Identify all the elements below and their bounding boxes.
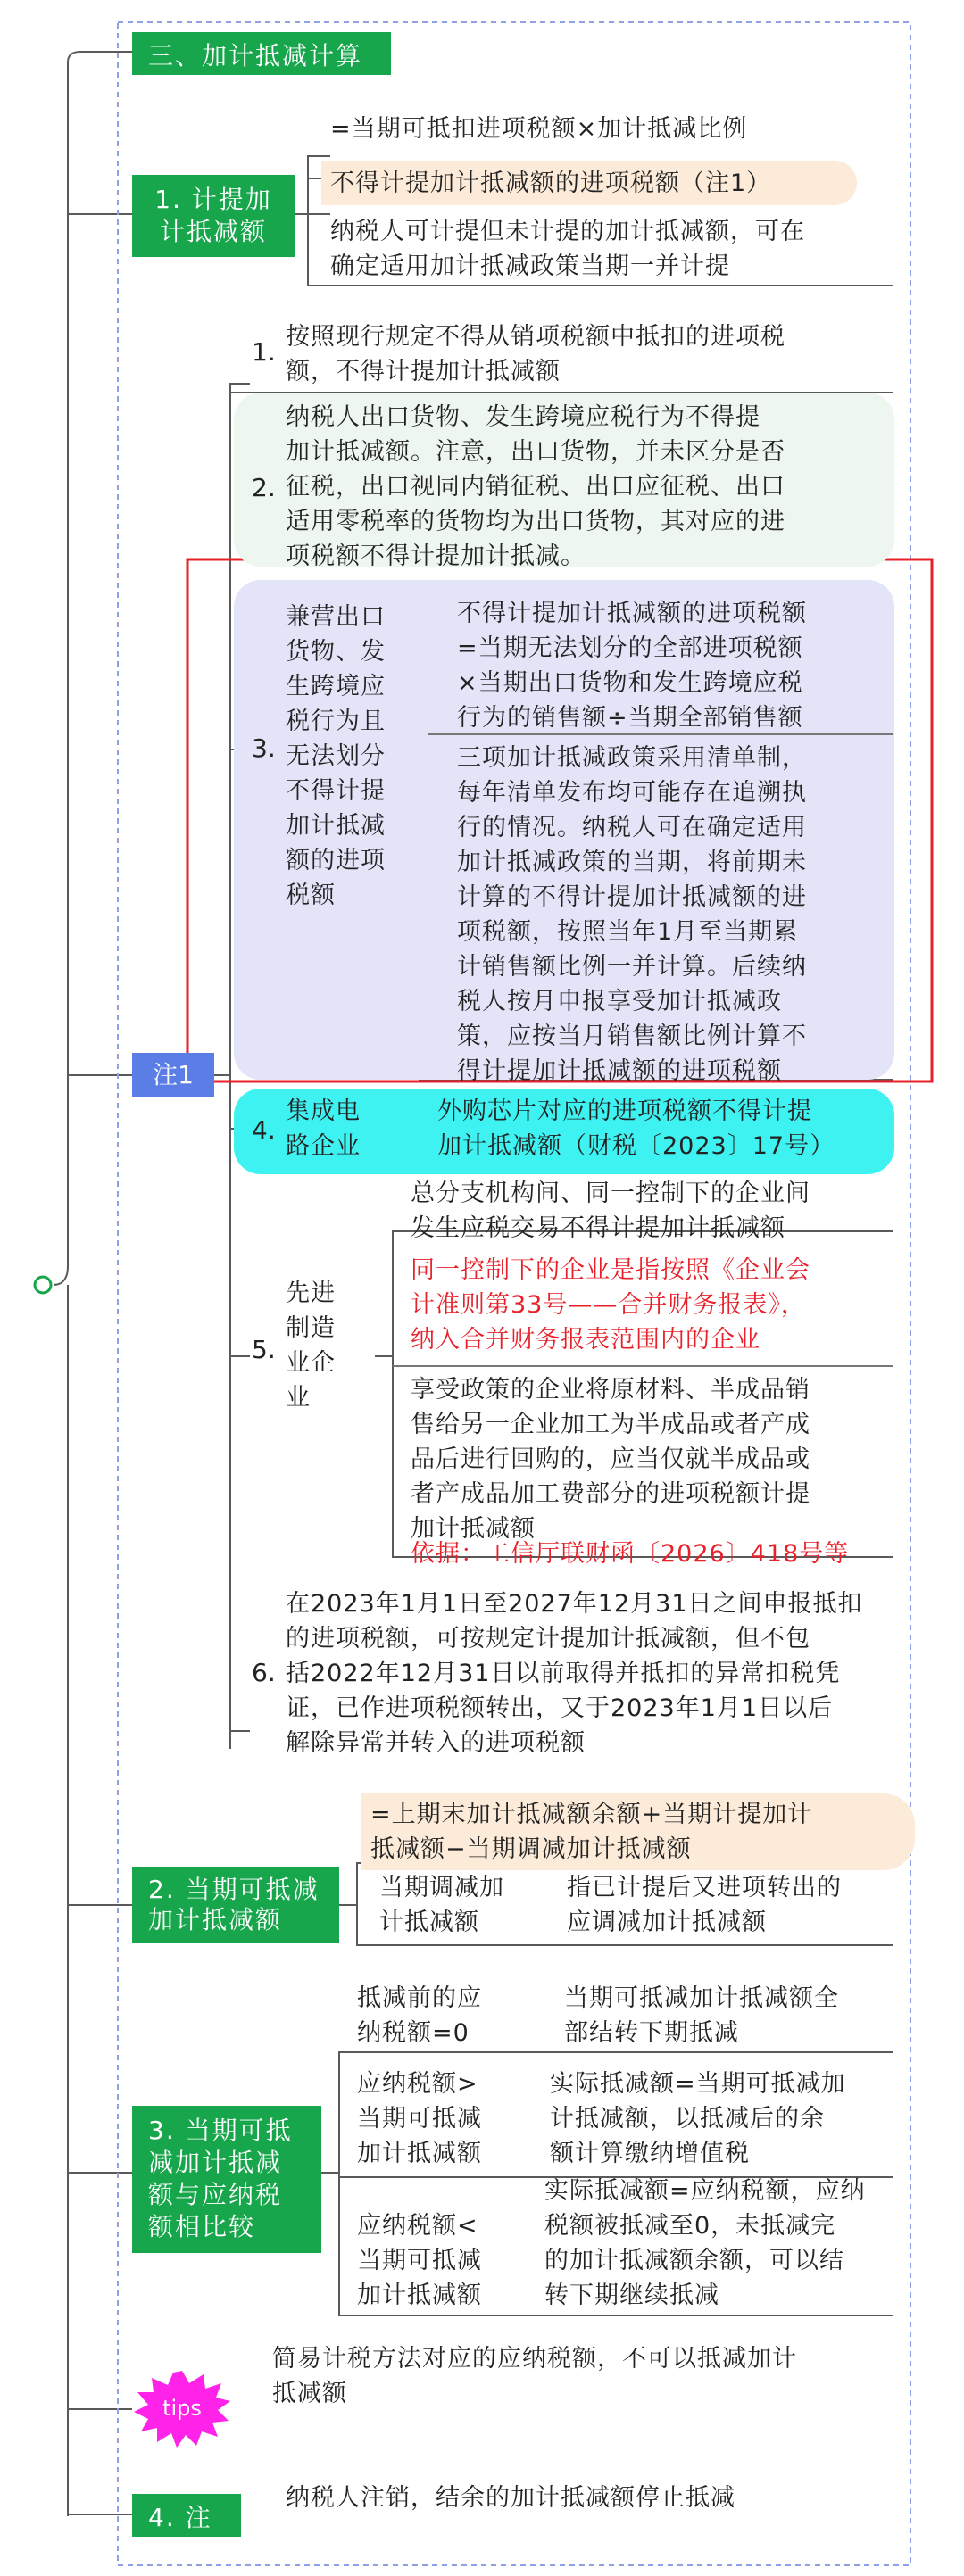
tips-burst-icon[interactable] <box>132 2369 232 2449</box>
c6-line: 括2022年12月31日以前取得并抵扣的异常扣税凭 <box>286 1660 841 1687</box>
c5-p3-line: 品后进行回购的，应当仅就半成品或 <box>411 1445 810 1473</box>
node-deregister[interactable]: 4. 注销 <box>132 2494 241 2537</box>
c5-p1-line: 总分支机构间、同一控制下的企业间 <box>411 1180 810 1207</box>
node-compare-line: 3. 当期可抵 <box>148 2116 293 2145</box>
case3-cond-line: 应纳税额< <box>357 2212 478 2240</box>
c1-text <box>286 319 893 389</box>
c5-p3-line: 者产成品加工费部分的进项税额计提 <box>411 1480 810 1508</box>
case3-result <box>544 2174 902 2313</box>
n4-text: 纳税人注销，结余的加计抵减额停止抵减 <box>286 2484 735 2512</box>
case3-cond-line: 加计抵减额 <box>357 2282 482 2309</box>
c3-label-line: 加计抵减 <box>286 812 386 840</box>
c5-p2-line: 计准则第33号——合并财务报表》， <box>411 1291 806 1319</box>
c5-label <box>286 1276 366 1415</box>
case1-cond-line: 纳税额=0 <box>357 2019 470 2047</box>
c5-p2-line: 纳入合并财务报表范围内的企业 <box>411 1326 760 1354</box>
c5-basis: 依据：工信厅联财函〔2026〕418号等 <box>411 1540 850 1568</box>
c5-p1 <box>411 1176 893 1246</box>
c3-formula-line: 不得计提加计抵减额的进项税额 <box>457 600 807 627</box>
c3-note-line: 三项加计抵减政策采用清单制， <box>457 744 807 772</box>
case3-cond <box>357 2208 527 2313</box>
c3-label-line: 无法划分 <box>286 742 386 770</box>
c1-line1: 按照现行规定不得从销项税额中抵扣的进项税 <box>286 323 785 351</box>
case2-cond <box>357 2067 527 2171</box>
c2-line: 纳税人出口货物、发生跨境应税行为不得提 <box>286 403 760 431</box>
c5-p1-line: 发生应税交易不得计提加计抵减额 <box>411 1214 785 1242</box>
n2-adjust-label <box>379 1870 540 1940</box>
c2-line: 项税额不得计提加计抵减。 <box>286 543 586 570</box>
n2-adjust-desc-line2: 应调减加计抵减额 <box>567 1909 767 1936</box>
c5-number: 5. <box>252 1335 276 1364</box>
case2-result-line: 实际抵减额=当期可抵减加 <box>550 2070 846 2098</box>
c5-divider <box>393 1365 893 1367</box>
case1-cond-line: 抵减前的应 <box>357 1984 482 2012</box>
n2-formula-line2: 抵减额−当期调减加计抵减额 <box>370 1835 692 1863</box>
node-compare-line: 额与应纳税 <box>148 2180 283 2209</box>
c3-label-line: 额的进项 <box>286 847 386 874</box>
c3-label-line: 税行为且 <box>286 708 386 735</box>
n2-adjust-desc-line1: 指已计提后又进项转出的 <box>567 1874 842 1901</box>
case2-cond-line: 应纳税额> <box>357 2070 478 2098</box>
c5-label-line: 业企 <box>286 1349 336 1377</box>
c5-label-line: 制造 <box>286 1314 336 1342</box>
c5-p3-line: 享受政策的企业将原材料、半成品销 <box>411 1376 810 1404</box>
section-title[interactable]: 三、加计抵减计算 <box>132 32 391 75</box>
n1-formula: =当期可抵扣进项税额×加计抵减比例 <box>330 115 748 143</box>
c3-note-line: 计算的不得计提加计抵减额的进 <box>457 883 807 911</box>
node-compare-line: 额相比较 <box>148 2212 256 2241</box>
c3-label <box>286 600 420 913</box>
n1-catchup-line1: 纳税人可计提但未计提的加计抵减额，可在 <box>330 218 805 245</box>
c3-note-line: 税人按月申报享受加计抵减政 <box>457 988 782 1015</box>
tips-text <box>272 2341 897 2411</box>
case2-cond-line: 当期可抵减 <box>357 2105 482 2133</box>
case1-result-line: 部结转下期抵减 <box>564 2019 739 2047</box>
c6-text <box>286 1586 893 1760</box>
c3-label-line: 不得计提 <box>286 777 386 805</box>
c5-p3 <box>411 1372 893 1546</box>
case1-cond <box>357 1981 527 2050</box>
n2-formula-line1: =上期末加计抵减额余额+当期计提加计 <box>370 1801 813 1828</box>
c4-label <box>286 1094 420 1164</box>
node-current-deductible[interactable] <box>132 1867 339 1943</box>
c3-note-line: 计销售额比例一并计算。后续纳 <box>457 953 807 981</box>
node-compare-line: 减加计抵减 <box>148 2148 283 2177</box>
c5-p2 <box>411 1253 893 1357</box>
n2-adjust-label-line2: 计抵减额 <box>379 1909 479 1936</box>
case3-result-line: 的加计抵减额余额，可以结 <box>544 2247 844 2274</box>
c3-note-line: 每年清单发布均可能存在追溯执 <box>457 779 807 807</box>
case3-result-line: 实际抵减额=应纳税额，应纳 <box>544 2177 866 2205</box>
c5-p3-line: 售给另一企业加工为半成品或者产成 <box>411 1411 810 1438</box>
c2-line: 加计抵减额。注意，出口货物，并未区分是否 <box>286 438 785 466</box>
case2-cond-line: 加计抵减额 <box>357 2140 482 2167</box>
c3-label-line: 兼营出口 <box>286 603 386 631</box>
c6-line: 的进项税额，可按规定计提加计抵减额，但不包 <box>286 1625 810 1652</box>
node-calc-accrual-line1: 1. 计提加 <box>154 185 272 214</box>
c4-label-line2: 路企业 <box>286 1132 361 1160</box>
c4-text-line2: 加计抵减额（财税〔2023〕17号） <box>437 1132 835 1160</box>
c3-formula-line: =当期无法划分的全部进项税额 <box>457 634 803 662</box>
case2-result <box>550 2067 898 2171</box>
c2-text <box>286 400 893 574</box>
n1-catchup-line2: 确定适用加计抵减政策当期一并计提 <box>330 253 730 280</box>
c5-p2-line: 同一控制下的企业是指按照《企业会 <box>411 1256 810 1284</box>
c4-label-line1: 集成电 <box>286 1097 361 1125</box>
n1-catchup <box>330 214 884 284</box>
tips-text-line2: 抵减额 <box>272 2380 347 2407</box>
c3-label-line: 税额 <box>286 882 336 909</box>
c2-line: 适用零税率的货物均为出口货物，其对应的进 <box>286 508 785 535</box>
c3-note-line: 加计抵减政策的当期，将前期未 <box>457 849 807 876</box>
c4-number: 4. <box>252 1115 276 1145</box>
n2-adjust-label-line1: 当期调减加 <box>379 1874 504 1901</box>
node-calc-accrual[interactable] <box>132 175 295 257</box>
case3-result-line: 税额被抵减至0，未抵减完 <box>544 2212 836 2240</box>
case2-result-line: 额计算缴纳增值税 <box>550 2140 750 2167</box>
c3-divider <box>428 733 893 735</box>
c3-note-line: 得计提加计抵减额的进项税额 <box>457 1057 782 1085</box>
c6-line: 解除异常并转入的进项税额 <box>286 1729 586 1757</box>
c6-line: 在2023年1月1日至2027年12月31日之间申报抵扣 <box>286 1590 863 1618</box>
c3-note-line: 行的情况。纳税人可在确定适用 <box>457 814 807 841</box>
c2-number: 2. <box>252 473 276 502</box>
c3-label-line: 货物、发 <box>286 638 386 666</box>
c3-number: 3. <box>252 733 276 763</box>
c3-note-line: 项税额，按照当年1月至当期累 <box>457 918 799 946</box>
c3-note <box>457 741 885 1089</box>
case1-result <box>564 1981 903 2050</box>
case1-result-line: 当期可抵减加计抵减额全 <box>564 1984 839 2012</box>
n1-exclusion: 不得计提加计抵减额的进项税额（注1） <box>321 161 857 205</box>
case2-result-line: 计抵减额，以抵减后的余 <box>550 2105 825 2133</box>
n2-formula <box>362 1793 915 1870</box>
c3-formula-line: 行为的销售额÷当期全部销售额 <box>457 704 803 732</box>
case3-cond-line: 当期可抵减 <box>357 2247 482 2274</box>
c5-p3-line: 加计抵减额 <box>411 1515 536 1543</box>
c4-text <box>437 1094 893 1164</box>
tips-text-line1: 简易计税方法对应的应纳税额，不可以抵减加计 <box>272 2345 797 2373</box>
c1-line2: 额，不得计提加计抵减额 <box>286 358 561 385</box>
tips-label: tips <box>162 2396 202 2421</box>
node-compare[interactable] <box>132 2106 321 2253</box>
n2-adjust-desc <box>567 1870 897 1940</box>
c6-line: 证，已作进项税额转出，又于2023年1月1日以后 <box>286 1694 834 1722</box>
c3-label-line: 生跨境应 <box>286 673 386 700</box>
c2-line: 征税，出口视同内销征税、出口应征税、出口 <box>286 473 785 501</box>
c5-label-line: 业 <box>286 1384 311 1412</box>
c1-number: 1. <box>252 337 276 367</box>
c5-label-line: 先进 <box>286 1280 336 1307</box>
c3-formula <box>457 596 885 735</box>
node-current-deductible-line2: 加计抵减额 <box>148 1905 283 1934</box>
node-current-deductible-line1: 2. 当期可抵减 <box>148 1875 320 1904</box>
note1-badge[interactable]: 注1 <box>132 1053 214 1097</box>
c4-text-line1: 外购芯片对应的进项税额不得计提 <box>437 1097 812 1125</box>
case3-result-line: 转下期继续抵减 <box>544 2282 719 2309</box>
node-calc-accrual-line2: 计抵减额 <box>159 217 267 246</box>
c3-note-line: 策，应按当月销售额比例计算不 <box>457 1023 807 1050</box>
c6-number: 6. <box>252 1658 276 1687</box>
c3-formula-line: ×当期出口货物和发生跨境应税 <box>457 669 803 697</box>
